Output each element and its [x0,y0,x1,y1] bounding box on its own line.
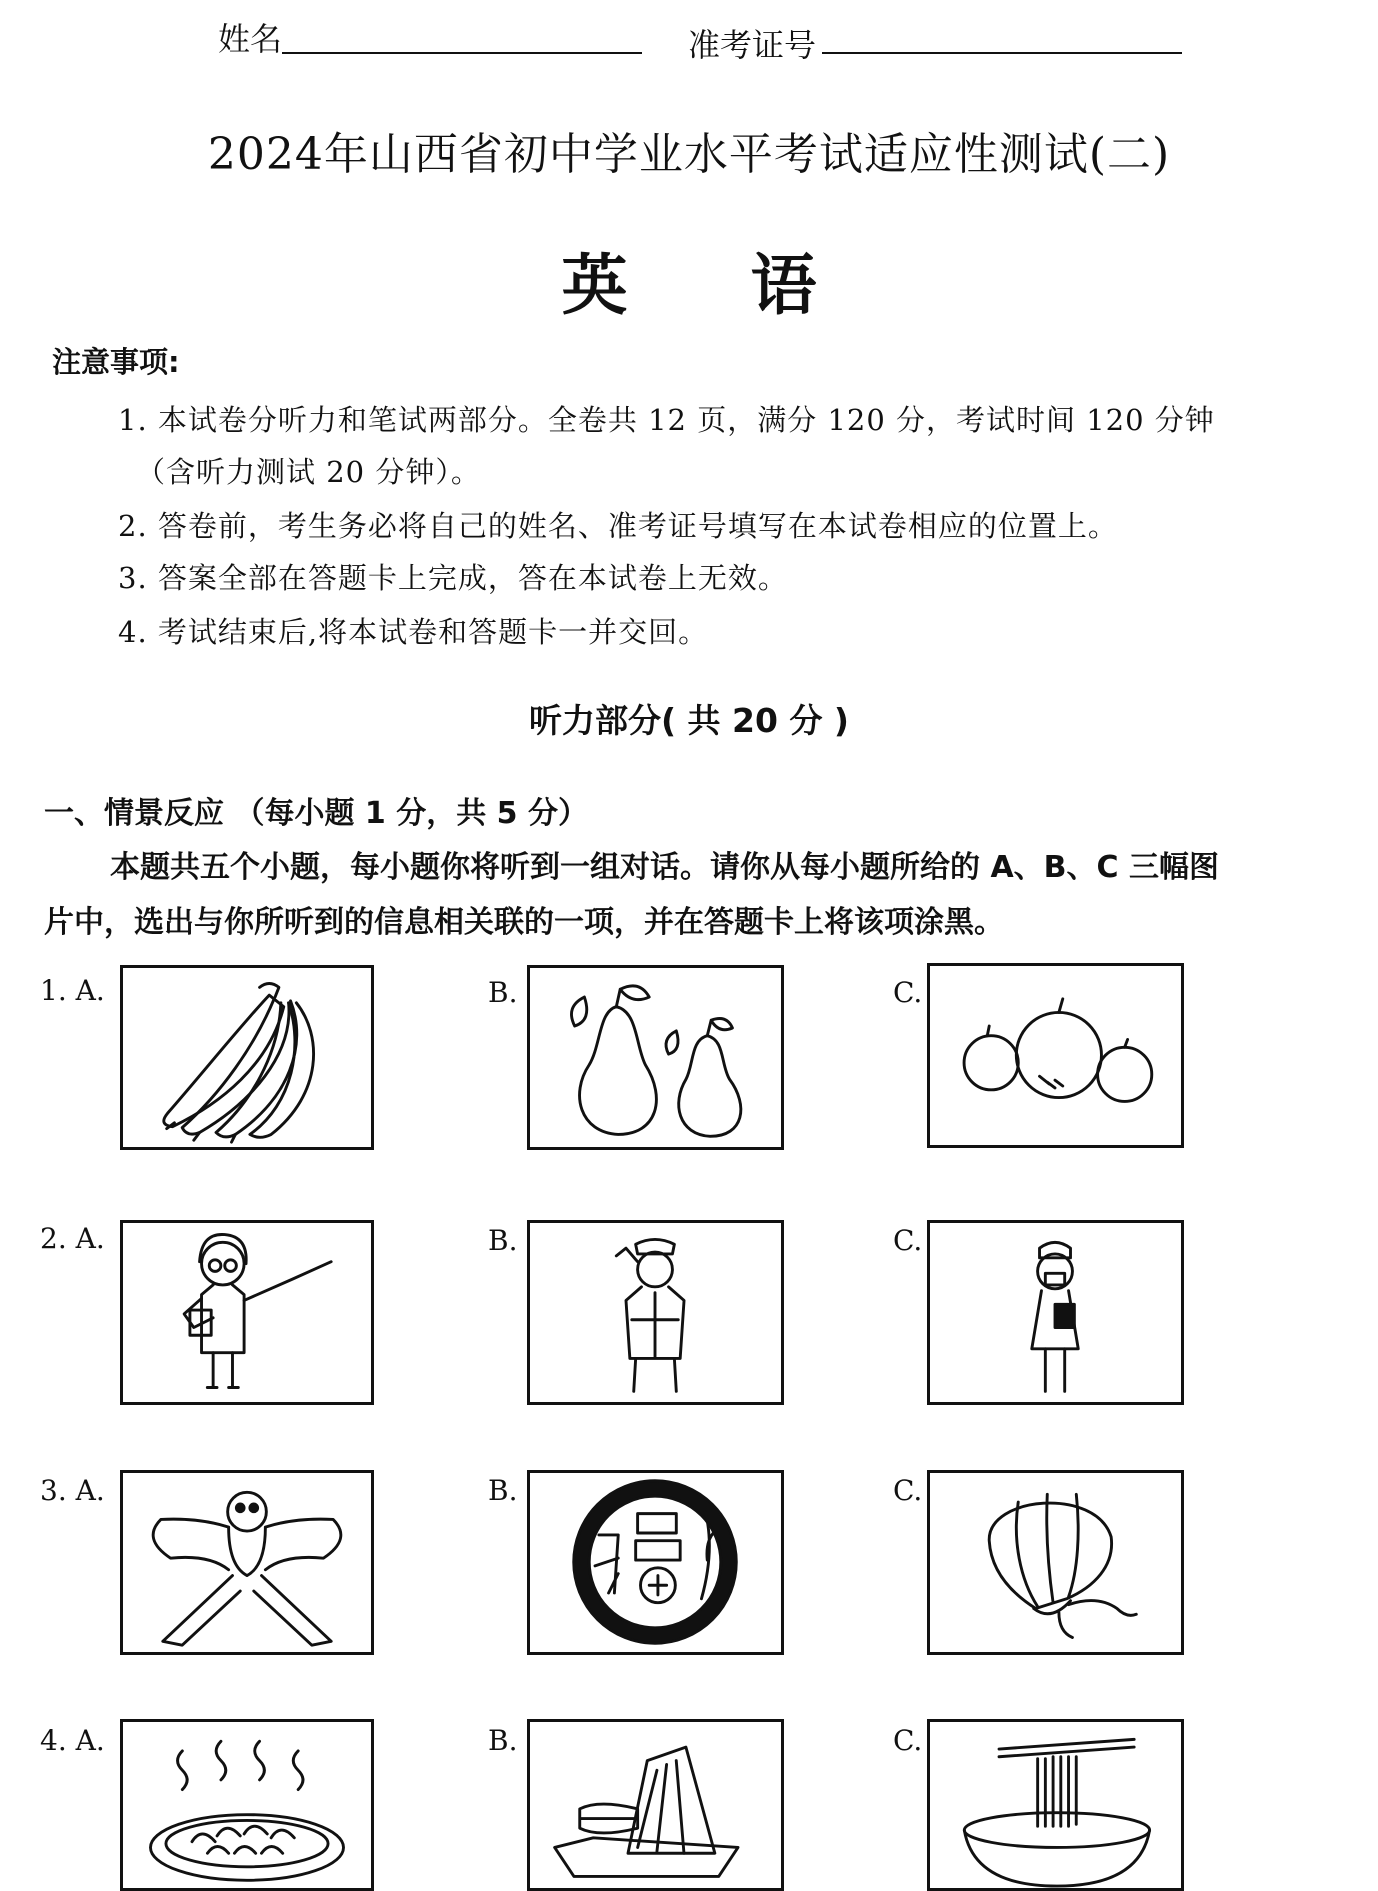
notice-item: 3. 答案全部在答题卡上完成，答在本试卷上无效。 [118,561,788,595]
option-label: B. [488,976,518,1009]
notice-item: 2. 答卷前，考生务必将自己的姓名、准考证号填写在本试卷相应的位置上。 [118,509,1118,543]
notice-heading: 注意事项: [52,345,180,379]
option-box[interactable] [120,1719,374,1891]
dumplings-icon [123,1722,371,1888]
option-box[interactable] [120,1220,374,1405]
name-field[interactable] [282,52,642,54]
option-box[interactable] [527,1719,784,1891]
sandwich-icon [530,1722,781,1888]
option-box[interactable] [927,1719,1184,1891]
question-label: 1. A. [40,974,105,1007]
exam-title: 2024年山西省初中学业水平考试适应性测试(二) [207,129,1171,180]
exam-id-label: 准考证号 [688,26,817,64]
notice-item: 1. 本试卷分听力和笔试两部分。全卷共 12 页，满分 120 分，考试时间 120 分钟 [118,403,1215,437]
listening-section-title: 听力部分( 共 20 分 ) [528,701,850,740]
teacher-icon [123,1223,371,1402]
instruction-line: 本题共五个小题，每小题你将听到一组对话。请你从每小题所给的 A、B、C 三幅图 [110,850,1219,885]
option-label: B. [488,1724,518,1757]
pears-icon [530,968,781,1147]
exam-id-field[interactable] [822,52,1182,54]
option-box[interactable] [527,1470,784,1655]
question-label: 3. A. [40,1474,105,1507]
option-box[interactable] [527,965,784,1150]
question-label: 2. A. [40,1222,105,1255]
instruction-line: 片中，选出与你所听到的信息相关联的一项，并在答题卡上将该项涂黑。 [44,905,1004,940]
police-officer-icon [530,1223,781,1402]
apples-icon [930,966,1181,1145]
bananas-icon [123,968,371,1147]
option-box[interactable] [527,1220,784,1405]
option-label: B. [488,1474,518,1507]
part-title: 一、情景反应 （每小题 1 分，共 5 分） [44,796,588,831]
noodles-icon [930,1722,1181,1888]
lantern-icon [930,1473,1181,1652]
option-box[interactable] [120,1470,374,1655]
option-box[interactable] [927,963,1184,1148]
question-label: 4. A. [40,1724,105,1757]
option-label: B. [488,1224,518,1257]
option-label: C. [893,1724,923,1757]
option-label: C. [893,976,923,1009]
option-box[interactable] [927,1470,1184,1655]
name-label: 姓名 [218,20,283,58]
option-label: C. [893,1224,923,1257]
kite-icon [123,1473,371,1652]
notice-item: （含听力测试 20 分钟）。 [136,455,481,489]
option-box[interactable] [120,965,374,1150]
nurse-icon [930,1223,1181,1402]
paper-cutting-icon [530,1473,781,1652]
option-box[interactable] [927,1220,1184,1405]
option-label: C. [893,1474,923,1507]
notice-item: 4. 考试结束后,将本试卷和答题卡一并交回。 [118,615,709,649]
subject-title: 英 语 [561,247,867,324]
